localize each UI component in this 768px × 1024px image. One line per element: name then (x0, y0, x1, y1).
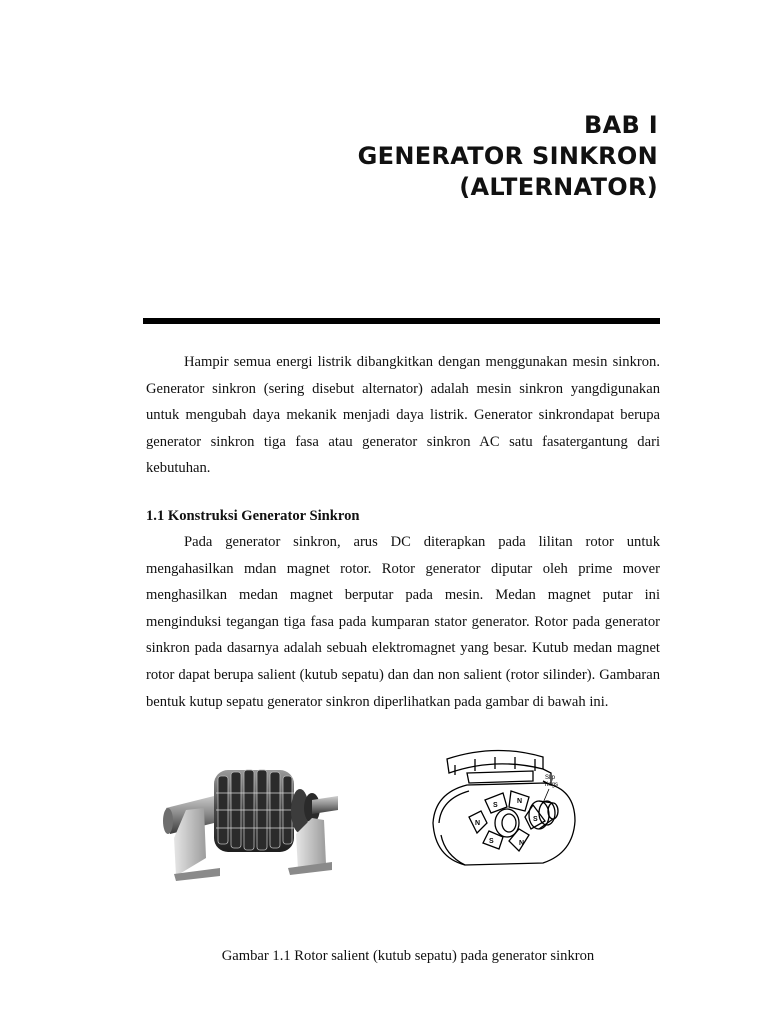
pole-label: N (517, 798, 523, 805)
slip-rings-label-line1: Slip (545, 775, 556, 781)
intro-paragraph: Hampir semua energi listrik dibangkitkan dengan menggunakan mesin sinkron. Generator sinkron (sering disebut alternator) adalah mesin sinkron yangdigunakan untuk mengubah daya mekanik menjadi daya listrik. Generator sinkrondapat berupa generator sinkron tiga fasa atau generator sinkron AC satu fasatergantung dari kebutuhan. (146, 354, 660, 477)
rotor-photo (160, 748, 340, 883)
pole-label: S (493, 802, 498, 809)
section-heading: 1.1 Konstruksi Generator Sinkron (146, 508, 360, 524)
rotor-drawing-image (425, 745, 585, 880)
pole-label: N (519, 840, 525, 847)
heading-divider (143, 318, 660, 324)
chapter-title: GENERATOR SINKRON (357, 142, 658, 170)
intro-paragraph-block (146, 349, 660, 482)
pole-label: S (533, 816, 538, 823)
section-paragraph-block (146, 529, 660, 715)
rotor-drawing (425, 745, 585, 880)
slip-rings-label-line2: rings (545, 782, 559, 788)
pole-label: N (475, 820, 481, 827)
chapter-number: BAB I (584, 111, 658, 139)
rotor-photo-image (160, 748, 340, 883)
section-paragraph: Pada generator sinkron, arus DC diterapkan pada lilitan rotor untuk mengahasilkan mdan magnet rotor. Rotor generator diputar oleh prime mover menghasilkan medan magnet berputar pada mesin. Medan magnet putar ini menginduksi tegangan tiga fasa pada kumparan stator generator. Rotor pada generator sinkron pada dasarnya adalah sebuah elektromagnet yang besar. Kutub medan magnet rotor dapat berupa salient (kutub sepatu) dan dan non salient (rotor silinder). Gambaran bentuk kutup sepatu generator sinkron diperlihatkan pada gambar di bawah ini. (146, 534, 660, 710)
chapter-subtitle: (ALTERNATOR) (459, 173, 658, 201)
pole-label: S (489, 838, 494, 845)
chapter-heading (358, 110, 658, 203)
figure-caption: Gambar 1.1 Rotor salient (kutub sepatu) pada generator sinkron (221, 948, 595, 964)
